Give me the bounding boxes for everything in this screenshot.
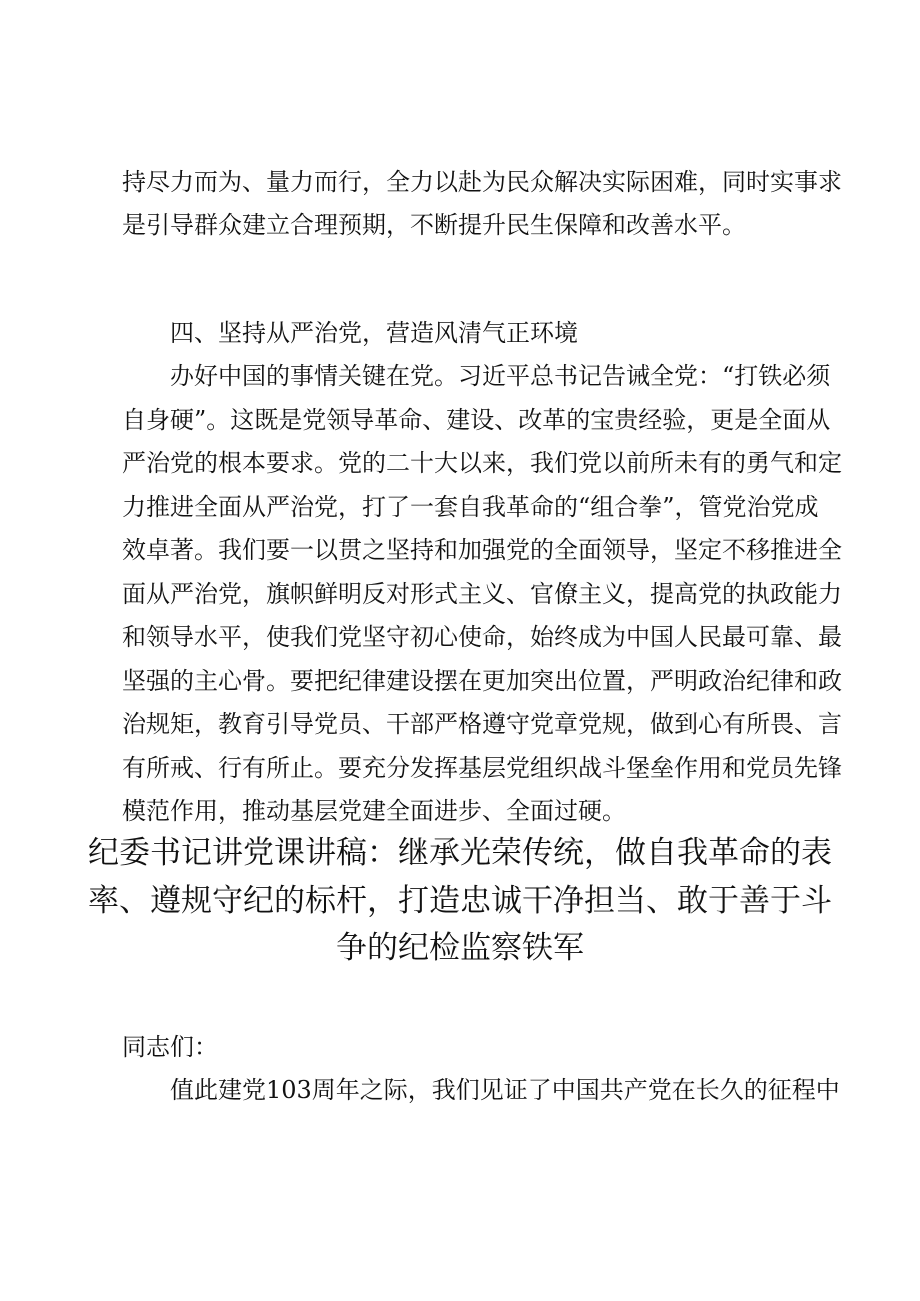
paragraph-line: 和领导水平，使我们党坚守初心使命，始终成为中国人民最可靠、最 (122, 623, 842, 651)
article-title-line: 率、遵规守纪的标杆，打造忠诚干净担当、敢于善于斗 (88, 883, 832, 919)
salutation: 同志们： (122, 1033, 218, 1061)
paragraph-line: 有所戒、行有所止。要充分发挥基层党组织战斗堡垒作用和党员先锋 (122, 754, 842, 782)
paragraph-line: 力推进全面从严治党，打了一套自我革命的“组合拳”，管党治党成 (122, 493, 819, 521)
paragraph-line: 持尽力而为、量力而行，全力以赴为民众解决实际困难，同时实事求 (122, 168, 842, 196)
paragraph-line: 治规矩，教育引导党员、干部严格遵守党章党规，做到心有所畏、言 (122, 710, 842, 738)
article-title-line: 争的纪检监察铁军 (336, 930, 584, 966)
paragraph-line: 面从严治党，旗帜鲜明反对形式主义、官僚主义，提高党的执政能力 (122, 580, 842, 608)
paragraph-line: 模范作用，推动基层党建全面进步、全面过硬。 (122, 797, 626, 825)
article-title-line: 纪委书记讲党课讲稿：继承光荣传统，做自我革命的表 (88, 835, 832, 871)
paragraph-line: 自身硬”。这既是党领导革命、建设、改革的宝贵经验，更是全面从 (122, 406, 831, 434)
paragraph-line: 效卓著。我们要一以贯之坚持和加强党的全面领导，坚定不移推进全 (122, 536, 842, 564)
paragraph-line: 是引导群众建立合理预期，不断提升民生保障和改善水平。 (122, 211, 746, 239)
paragraph-line: 坚强的主心骨。要把纪律建设摆在更加突出位置，严明政治纪律和政 (122, 667, 842, 695)
paragraph-line: 严治党的根本要求。党的二十大以来，我们党以前所未有的勇气和定 (122, 449, 842, 477)
paragraph-line: 办好中国的事情关键在党。习近平总书记告诫全党：“打铁必须 (170, 362, 831, 390)
section-heading: 四、坚持从严治党，营造风清气正环境 (170, 319, 578, 347)
paragraph-line: 值此建党103周年之际，我们见证了中国共产党在长久的征程中 (170, 1076, 840, 1104)
